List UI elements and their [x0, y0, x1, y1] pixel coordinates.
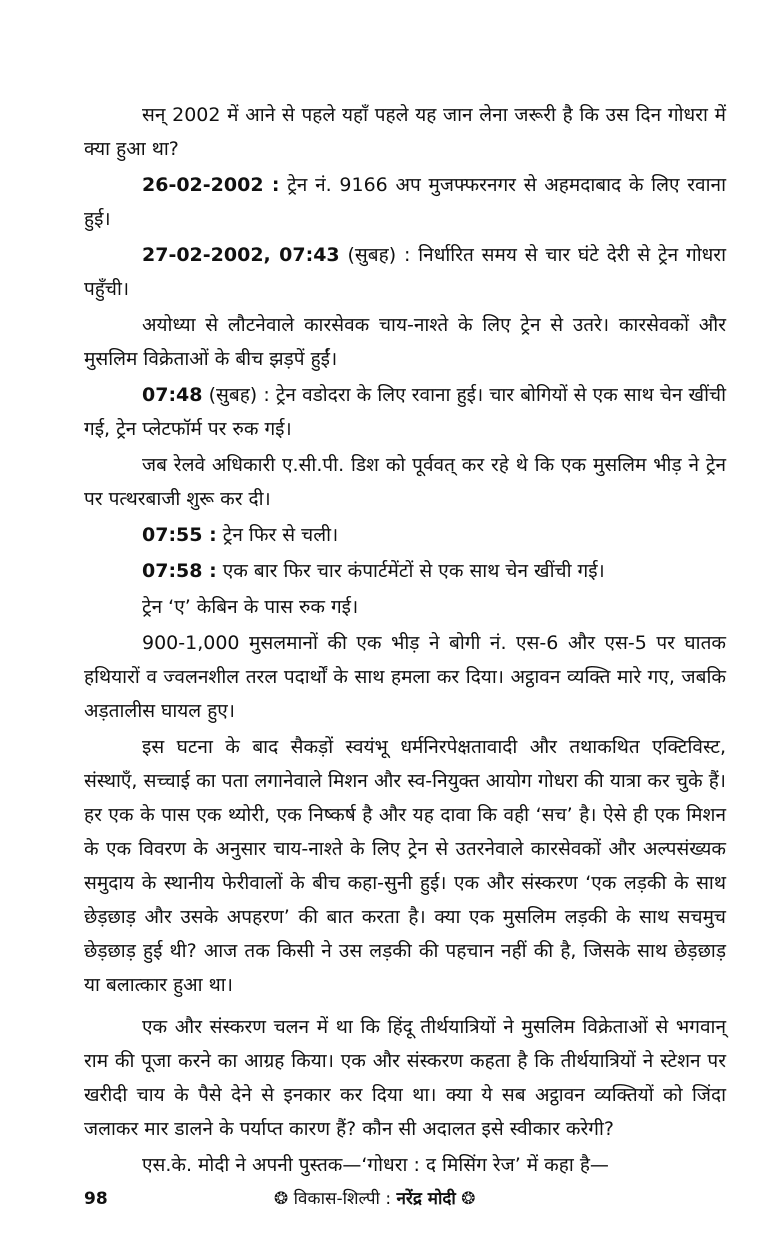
paragraph-label: 26-02-2002 :: [142, 174, 280, 196]
paragraph-text: एक और संस्करण चलन में था कि हिंदू तीर्थयात्रियों ने मुसलिम विक्रेताओं से भगवान् राम की पूजा करने का आग्रह किया। एक और संस्करण कहता है कि तीर्थयात्रियों ने स्टेशन पर खरीदी चाय के पैसे देने से इनकार कर दिया था। क्या ये सब अट्ठावन व्यक्तियों को जिंदा जलाकर मार डालने के पर्याप्त कारण हैं? कौन सी अदालत इसे स्वीकार करेगी?: [84, 1016, 726, 1140]
book-title: विकास-शिल्पी :: [293, 1189, 392, 1209]
paragraph-text: ट्रेन ‘ए’ केबिन के पास रुक गई।: [142, 596, 359, 618]
paragraph: [84, 626, 726, 728]
paragraph: [84, 378, 726, 446]
paragraph-text: सन् 2002 में आने से पहले यहाँ पहले यह जान लेना जरूरी है कि उस दिन गोधरा में क्या हुआ था?: [84, 104, 726, 160]
author-name: नरेंद्र मोदी: [396, 1189, 456, 1209]
paragraph: [84, 554, 726, 588]
paragraph-label: 07:48: [142, 384, 203, 406]
page-footer: [84, 1184, 726, 1214]
ornament-icon: ❂: [274, 1189, 289, 1209]
paragraph-text: जब रेलवे अधिकारी ए.सी.पी. डिश को पूर्ववत् कर रहे थे कि एक मुसलिम भीड़ ने ट्रेन पर पत्थरबाजी शुरू कर दी।: [84, 454, 726, 510]
body-text: [84, 98, 726, 1182]
paragraph-text: ट्रेन नं. 9166 अप मुजफ्फरनगर से अहमदाबाद के लिए रवाना हुई।: [84, 174, 726, 230]
paragraph: [84, 730, 726, 1002]
paragraph: [84, 590, 726, 624]
paragraph-text: इस घटना के बाद सैकड़ों स्वयंभू धर्मनिरपेक्षतावादी और तथाकथित एक्टिविस्ट, संस्थाएँ, सच्चाई का पता लगानेवाले मिशन और स्व-नियुक्त आयोग गोधरा की यात्रा कर चुके हैं। हर एक के पास एक थ्योरी, एक निष्कर्ष है और यह दावा कि वही ‘सच’ है। ऐसे ही एक मिशन के एक विवरण के अनुसार चाय-नाश्ते के लिए ट्रेन से उतरनेवाले कारसेवकों और अल्पसंख्यक समुदाय के स्थानीय फेरीवालों के बीच कहा-सुनी हुई। एक और संस्करण ‘एक लड़की के साथ छेड़छाड़ और उसके अपहरण’ की बात करता है। क्या एक मुसलिम लड़की के साथ सचमुच छेड़छाड़ हुई थी? आज तक किसी ने उस लड़की की पहचान नहीं की है, जिसके साथ छेड़छाड़ या बलात्कार हुआ था।: [84, 736, 726, 996]
paragraph-text: एस.के. मोदी ने अपनी पुस्तक—‘गोधरा : द मिसिंग रेज’ में कहा है—: [142, 1154, 609, 1176]
paragraph: [84, 448, 726, 516]
paragraph: [84, 238, 726, 306]
paragraph-text: ट्रेन फिर से चली।: [222, 524, 339, 546]
ornament-icon: ❂: [461, 1189, 476, 1209]
paragraph-text: एक बार फिर चार कंपार्टमेंटों से एक साथ चेन खींची गई।: [222, 560, 605, 582]
paragraph: [84, 1148, 726, 1182]
paragraph: [84, 1010, 726, 1146]
paragraph-text: 900-1,000 मुसलमानों की एक भीड़ ने बोगी नं. एस-6 और एस-5 पर घातक हथियारों व ज्वलनशील तरल पदार्थों के साथ हमला कर दिया। अट्ठावन व्यक्ति मारे गए, जबकि अड़तालीस घायल हुए।: [84, 632, 726, 722]
paragraph: [84, 98, 726, 166]
paragraph: [84, 308, 726, 376]
page-number: 98: [84, 1189, 108, 1209]
paragraph-text: अयोध्या से लौटनेवाले कारसेवक चाय-नाश्ते के लिए ट्रेन से उतरे। कारसेवकों और मुसलिम विक्रेताओं के बीच झड़पें हुईं।: [84, 314, 726, 370]
paragraph: [84, 518, 726, 552]
paragraph-text: (सुबह) : ट्रेन वडोदरा के लिए रवाना हुई। चार बोगियों से एक साथ चेन खींची गई, ट्रेन प्लेटफॉर्म पर रुक गई।: [84, 384, 726, 440]
paragraph-label: 07:58 :: [142, 560, 217, 582]
paragraph-text: (सुबह) : निर्धारित समय से चार घंटे देरी से ट्रेन गोधरा पहुँची।: [84, 244, 726, 300]
paragraph-label: 27-02-2002, 07:43: [142, 244, 340, 266]
paragraph: [84, 168, 726, 236]
running-title: [274, 1184, 475, 1214]
paragraph-label: 07:55 :: [142, 524, 217, 546]
